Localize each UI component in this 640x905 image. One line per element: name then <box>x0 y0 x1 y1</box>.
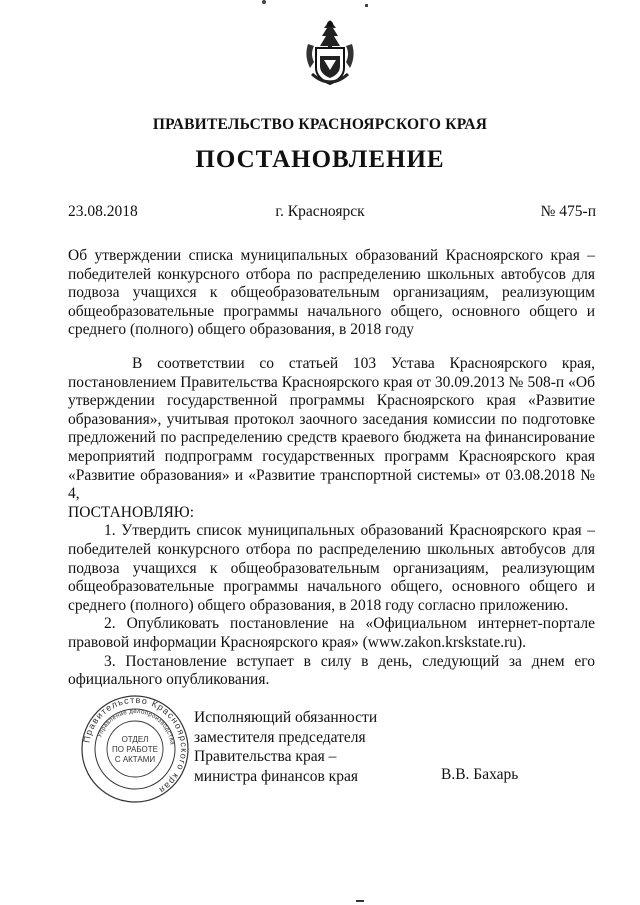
government-name: ПРАВИТЕЛЬСТВО КРАСНОЯРСКОГО КРАЯ <box>152 116 488 133</box>
scan-mark <box>365 4 368 7</box>
official-stamp <box>80 694 190 804</box>
stamp-center-line-1: ОТДЕЛ <box>121 735 149 744</box>
signature-position <box>194 708 377 786</box>
item-1: 1. Утвердить список муниципальных образований Красноярского края – победителей конкурсного отбора по распределению школьных автобусов для подвоза учащихся к общеобразовательным организациям, реализующим общеобразовательные программы начального общего, основного общего и среднего (полного) общего образования, в 2018 году согласно приложению. <box>68 522 595 614</box>
signatory-name: В.В. Бахарь <box>441 766 519 783</box>
scan-mark <box>262 0 266 4</box>
scan-mark <box>356 900 364 902</box>
document-subject: Об утверждении списка муниципальных образований Красноярского края – победителей конкурсного отбора по распределению школьных автобусов для подвоза учащихся к общеобразовательным организациям, реализующим общеобразовательные программы начального общего, основного общего и среднего (полного) общего образования, в 2018 году <box>68 247 595 339</box>
document-body <box>68 355 595 690</box>
document-type: ПОСТАНОВЛЕНИЕ <box>195 146 445 173</box>
document-number: № 475-п <box>540 203 596 220</box>
signature-line-1: Исполняющий обязанности <box>194 709 378 726</box>
stamp-center-line-2: ПО РАБОТЕ <box>112 745 158 754</box>
stamp-center-line-3: С АКТАМИ <box>114 755 156 764</box>
item-3: 3. Постановление вступает в силу в день, следующий за днем его официального опубликования. <box>68 652 595 689</box>
signature-line-2: заместителя председателя <box>194 728 366 746</box>
signature-line-3: Правительства края – <box>194 748 337 765</box>
coat-of-arms-icon <box>300 16 360 92</box>
stamp-outer-text: Правительство Красноярского края <box>81 694 190 796</box>
signature-line-4: министра финансов края <box>194 767 358 785</box>
document-city: г. Красноярск <box>275 203 365 220</box>
document-date: 23.08.2018 <box>68 203 138 220</box>
resolve-word: ПОСТАНОВЛЯЮ: <box>68 503 195 521</box>
preamble: В соответствии со статьей 103 Устава Красноярского края, постановлением Правительства Красноярского края от 30.09.2013 № 508-п «Об утверждении государственной программы Красноярского края «Развитие образования», учитывая протокол заочного заседания комиссии по подготовке предложений по распределению средств краевого бюджета на финансирование мероприятий подпрограмм государственных программ Красноярского края «Развитие образования» и «Развитие транспортной системы» от 03.08.2018 № 4, <box>68 355 595 503</box>
item-2: 2. Опубликовать постановление на «Официальном интернет-портале правовой информации Красноярского края» (www.zakon.krskstate.ru). <box>68 615 595 651</box>
stamp-inner-text: Управление делопроизводства <box>96 707 176 746</box>
